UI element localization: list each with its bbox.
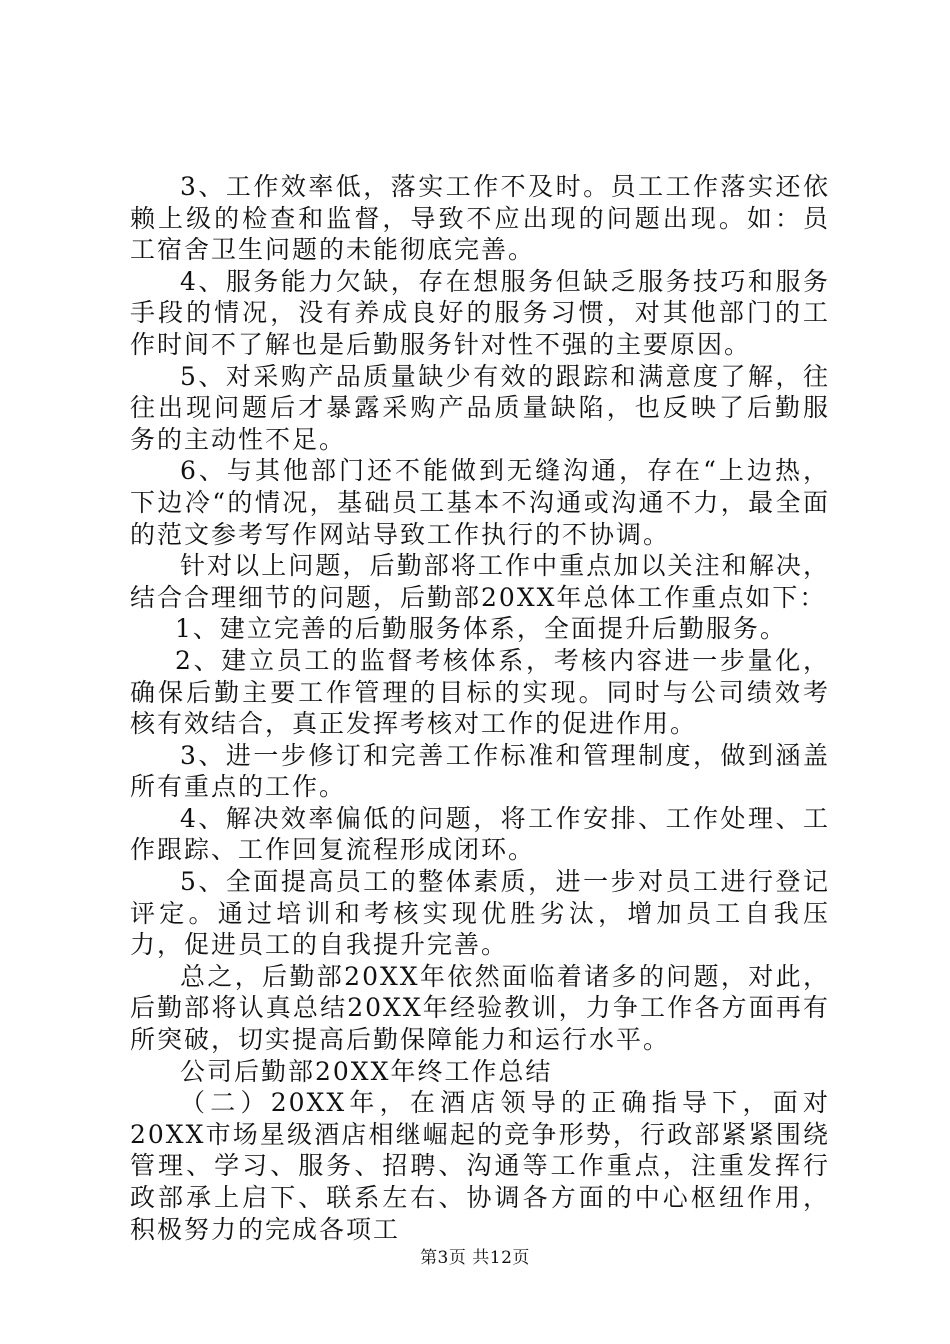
paragraph-focus-3: 3、进一步修订和完善工作标准和管理制度，做到涵盖所有重点的工作。: [130, 740, 830, 802]
page-number-footer: 第3页 共12页: [420, 1248, 530, 1268]
paragraph-part-two: （二）20XX年，在酒店领导的正确指导下，面对20XX市场星级酒店相继崛起的竞争形势，行政部紧紧围绕管理、学习、服务、招聘、沟通等工作重点，注重发挥行政部承上启下、联系左右、协调各方面的中心枢纽作用，积极努力的完成各项工: [130, 1088, 830, 1244]
paragraph-item-3: 3、工作效率低，落实工作不及时。员工工作落实还依赖上级的检查和监督，导致不应出现的问题出现。如：员工宿舍卫生问题的未能彻底完善。: [130, 172, 830, 265]
paragraph-focus-2: 2、建立员工的监督考核体系，考核内容进一步量化，确保后勤主要工作管理的目标的实现。同时与公司绩效考核有效结合，真正发挥考核对工作的促进作用。: [130, 645, 830, 739]
paragraph-summary: 总之，后勤部20XX年依然面临着诸多的问题，对此，后勤部将认真总结20XX年经验教训，力争工作各方面再有所突破，切实提高后勤保障能力和运行水平。: [130, 961, 830, 1055]
paragraph-focus-intro: 针对以上问题，后勤部将工作中重点加以关注和解决，结合合理细节的问题，后勤部20XX年总体工作重点如下：: [130, 551, 830, 612]
section-heading: 公司后勤部20XX年终工作总结: [180, 1056, 553, 1086]
paragraph-focus-5: 5、全面提高员工的整体素质，进一步对员工进行登记评定。通过培训和考核实现优胜劣汰，增加员工自我压力，促进员工的自我提升完善。: [130, 867, 830, 960]
paragraph-item-5: 5、对采购产品质量缺少有效的跟踪和满意度了解，往往出现问题后才暴露采购产品质量缺陷，也反映了后勤服务的主动性不足。: [130, 361, 830, 454]
paragraph-focus-1: 1、建立完善的后勤服务体系，全面提升后勤服务。: [175, 614, 787, 644]
document-body: [130, 171, 830, 1245]
paragraph-item-4: 4、服务能力欠缺，存在想服务但缺乏服务技巧和服务手段的情况，没有养成良好的服务习惯，对其他部门的工作时间不了解也是后勤服务针对性不强的主要原因。: [130, 266, 830, 359]
paragraph-item-6: 6、与其他部门还不能做到无缝沟通，存在“上边热，下边冷“的情况，基础员工基本不沟通或沟通不力，最全面的范文参考写作网站导致工作执行的不协调。: [130, 456, 830, 549]
paragraph-focus-4: 4、解决效率偏低的问题，将工作安排、工作处理、工作跟踪、工作回复流程形成闭环。: [130, 803, 830, 865]
